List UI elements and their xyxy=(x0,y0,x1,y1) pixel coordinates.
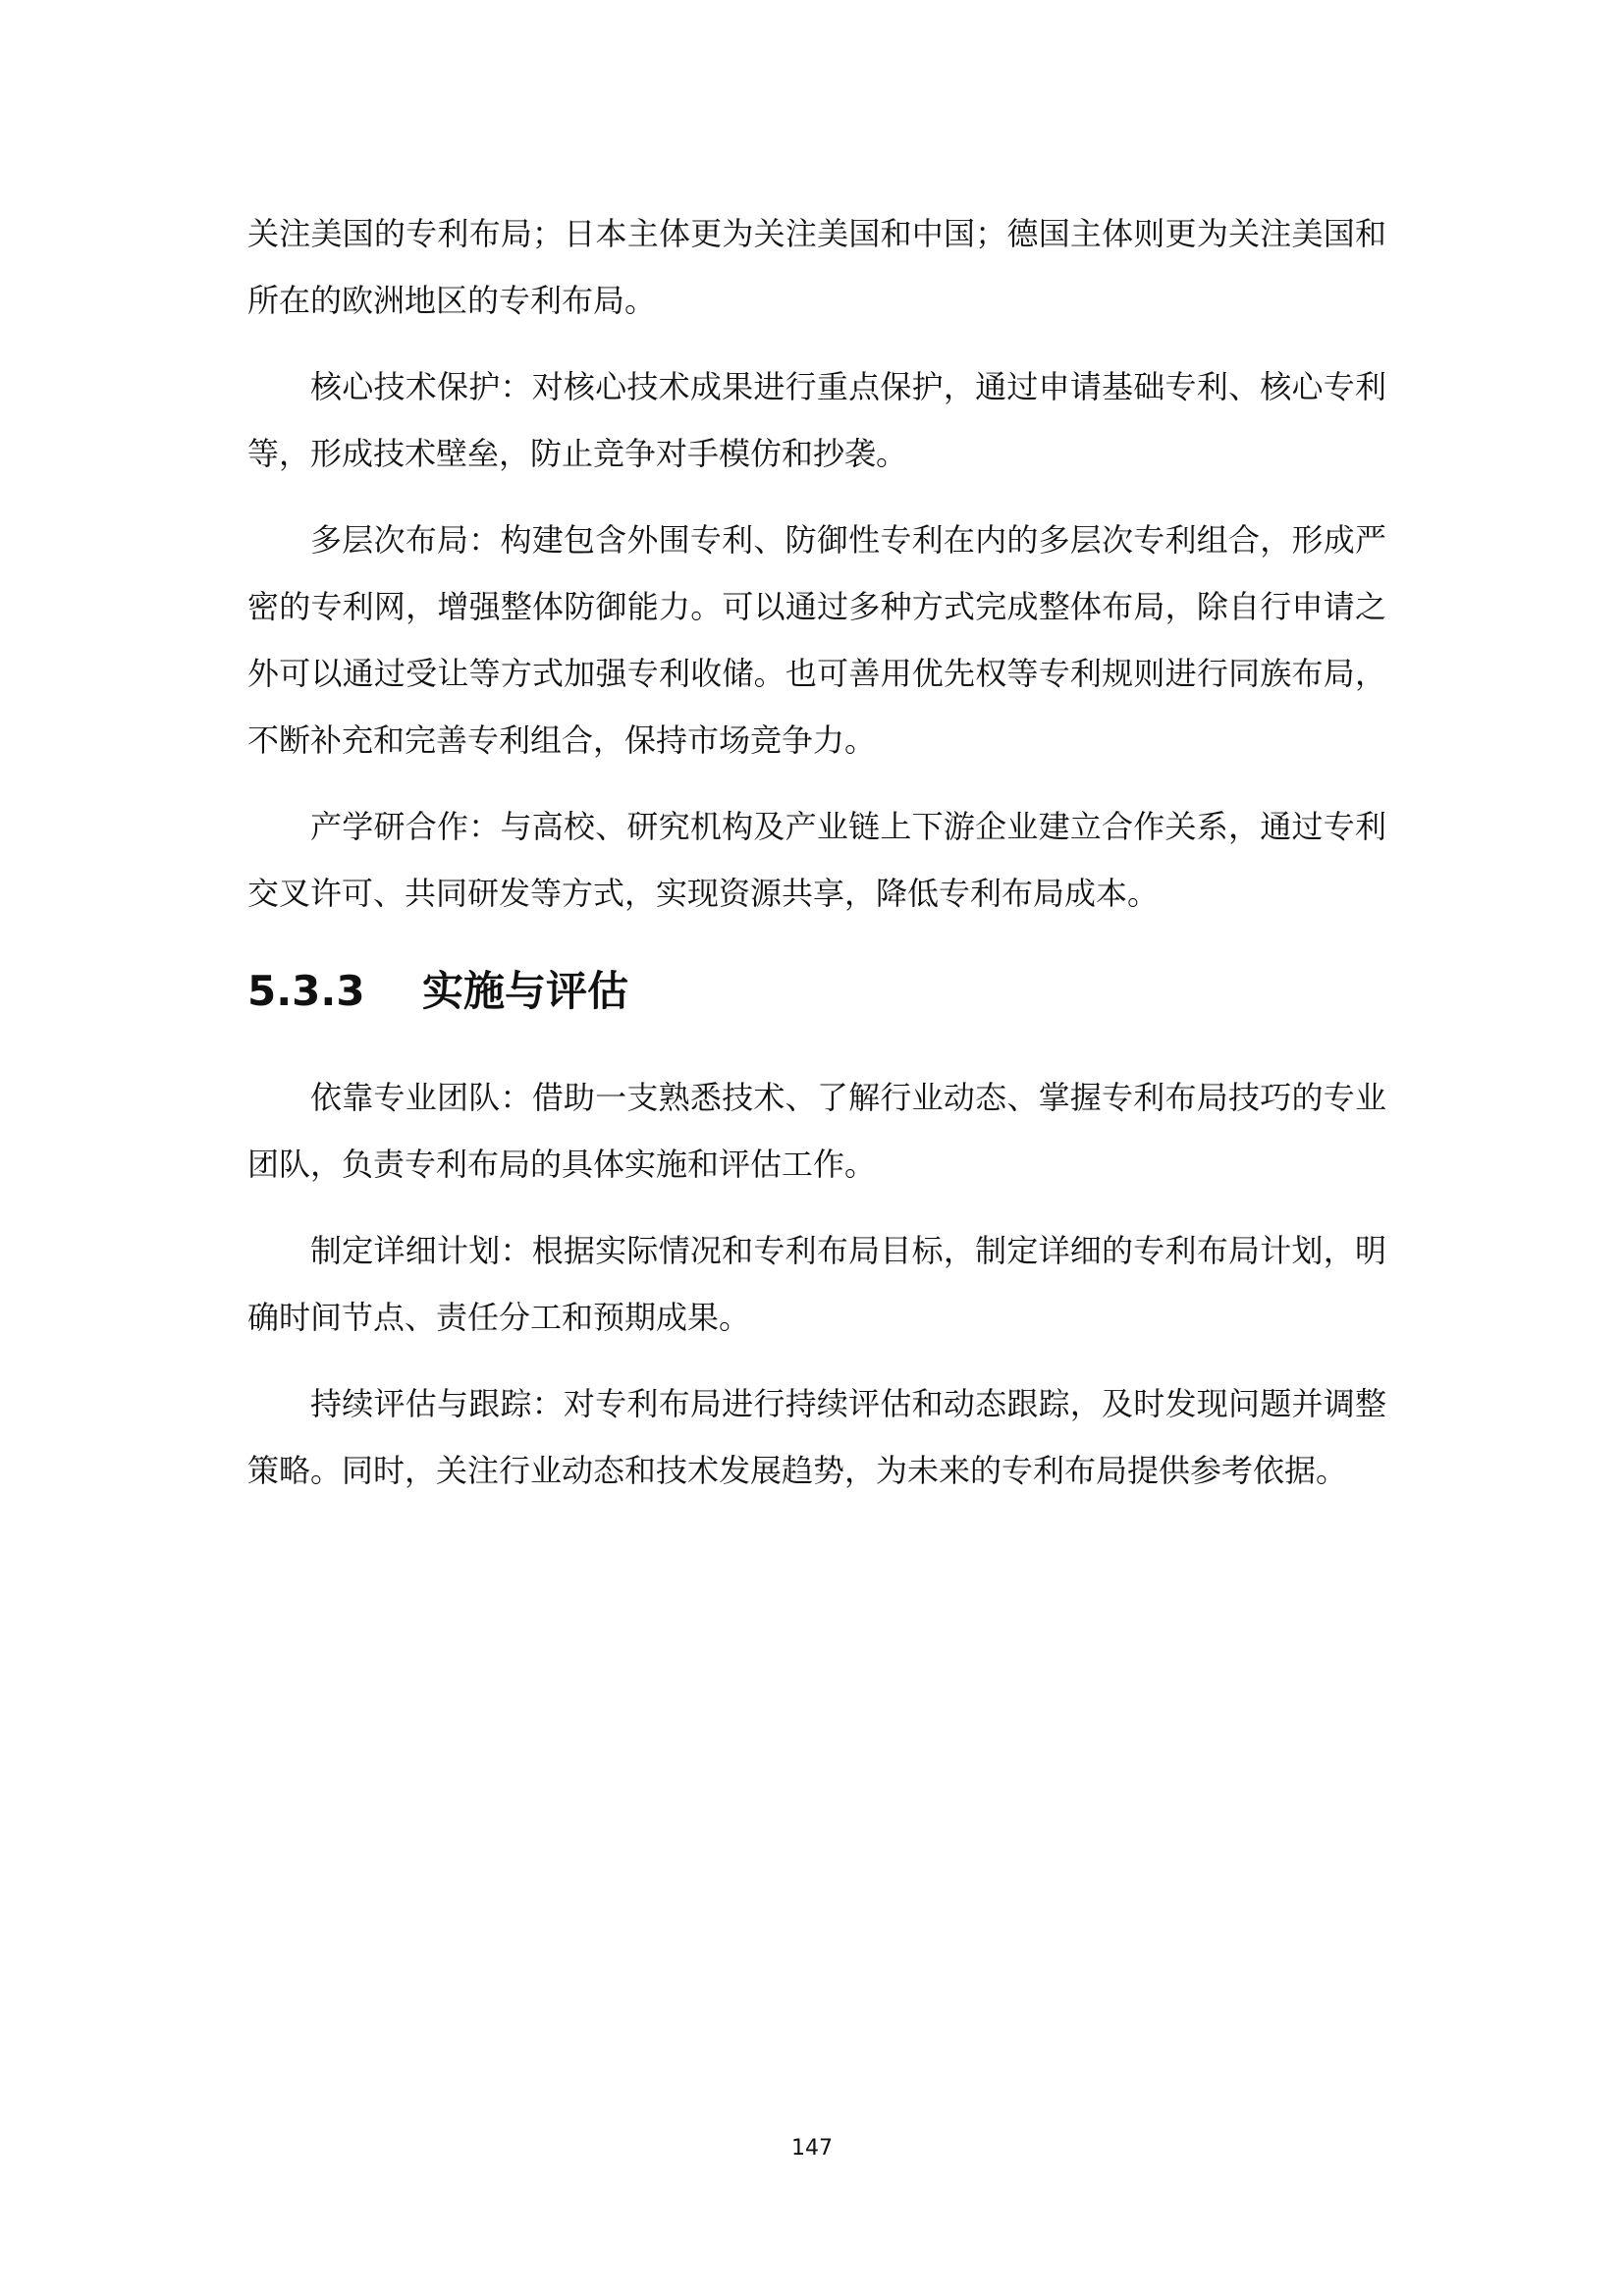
paragraph-continuation: 关注美国的专利布局；日本主体更为关注美国和中国；德国主体则更为关注美国和所在的欧洲地区的专利布局。 xyxy=(247,215,1386,319)
section-title: 实施与评估 xyxy=(422,967,629,1015)
paragraph-professional-team: 依靠专业团队：借助一支熟悉技术、了解行业动态、掌握专利布局技巧的专业团队，负责专利布局的具体实施和评估工作。 xyxy=(247,1079,1386,1183)
paragraph-continuous-evaluation: 持续评估与跟踪：对专利布局进行持续评估和动态跟踪，及时发现问题并调整策略。同时，关注行业动态和技术发展趋势，为未来的专利布局提供参考依据。 xyxy=(247,1385,1386,1489)
paragraph-core-tech-protection: 核心技术保护：对核心技术成果进行重点保护，通过申请基础专利、核心专利等，形成技术壁垒，防止竞争对手模仿和抄袭。 xyxy=(247,368,1386,472)
paragraph-detailed-plan: 制定详细计划：根据实际情况和专利布局目标，制定详细的专利布局计划，明确时间节点、责任分工和预期成果。 xyxy=(247,1232,1386,1336)
page-content xyxy=(247,200,1386,1523)
page-number: 147 xyxy=(791,2136,833,2161)
section-number: 5.3.3 xyxy=(247,967,365,1015)
paragraph-multi-level-layout: 多层次布局：构建包含外围专利、防御性专利在内的多层次专利组合，形成严密的专利网，增强整体防御能力。可以通过多种方式完成整体布局，除自行申请之外可以通过受让等方式加强专利收储。也可善用优先权等专利规则进行同族布局，不断补充和完善专利组合，保持市场竞争力。 xyxy=(247,521,1386,759)
section-heading xyxy=(247,962,1386,1021)
paragraph-industry-academia: 产学研合作：与高校、研究机构及产业链上下游企业建立合作关系，通过专利交叉许可、共同研发等方式，实现资源共享，降低专利布局成本。 xyxy=(247,808,1386,912)
